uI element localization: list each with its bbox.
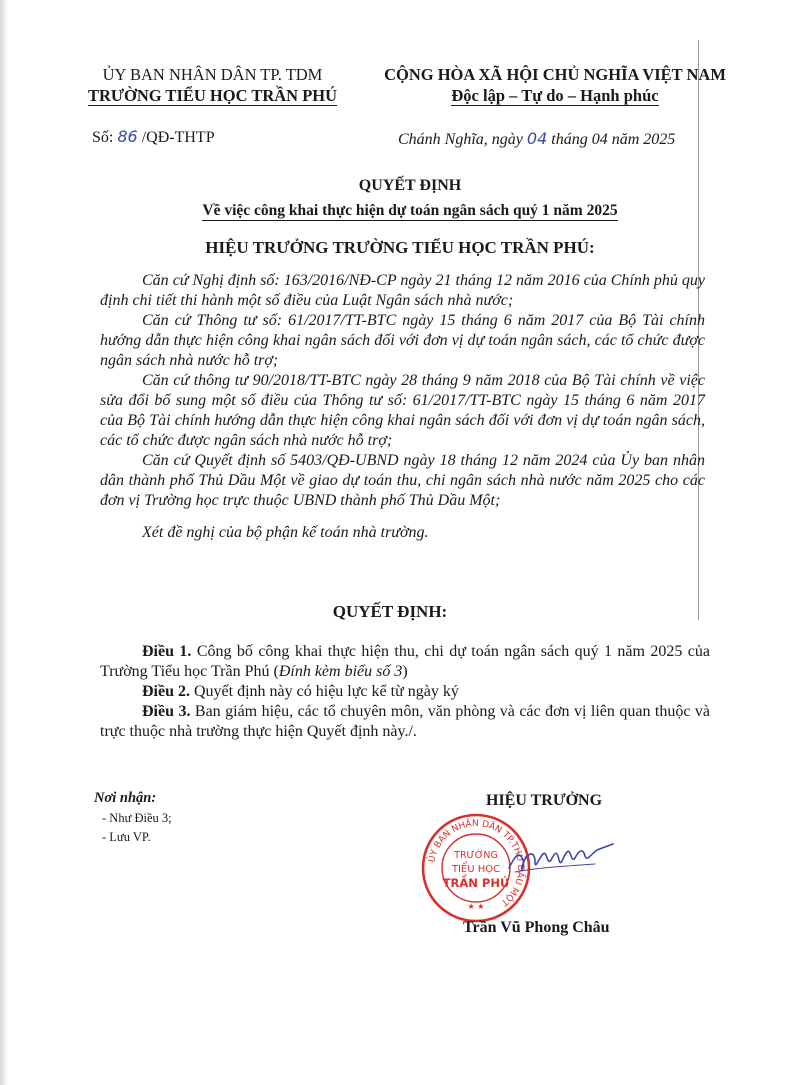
handwritten-signature: [505, 838, 615, 888]
articles: [100, 642, 710, 742]
article-3: [100, 702, 710, 742]
document-title: QUYẾT ĐỊNH: [358, 177, 462, 194]
article-1-tail: ): [402, 663, 408, 680]
date-prefix: Chánh Nghĩa, ngày: [398, 131, 527, 148]
number-prefix: Số:: [92, 129, 118, 146]
recipient-item: - Như Điều 3;: [102, 811, 172, 825]
article-1-attachment: Đính kèm biểu số 3: [278, 663, 403, 680]
signer-name: Trần Vũ Phong Châu: [463, 919, 610, 936]
document-number: [92, 127, 215, 147]
basis-4: Căn cứ Quyết định số 5403/QĐ-UBND ngày 18 tháng 12 năm 2024 của Ủy ban nhân dân thành phố Thủ Dầu Một về giao dự toán thu, chi ngân sách nhà nước năm 2025 cho các đơn vị Trường học trực thuộc UBND thành phố Thủ Dầu Một;: [100, 452, 705, 509]
national-motto: Độc lập – Tự do – Hạnh phúc: [451, 86, 659, 105]
decision-heading: QUYẾT ĐỊNH:: [332, 602, 448, 621]
recipients-title: Nơi nhận:: [94, 790, 157, 806]
basis-2: Căn cứ Thông tư số: 61/2017/TT-BTC ngày 15 tháng 6 năm 2017 của Bộ Tài chính hướng dẫn thực hiện công khai ngân sách đối với đơn vị dự toán ngân sách, các tổ chức được ngân sách nhà nước hỗ trợ;: [100, 312, 705, 369]
signer-title: HIỆU TRƯỞNG: [486, 792, 603, 809]
basis-5: Xét đề nghị của bộ phận kế toán nhà trường.: [142, 524, 429, 541]
handwritten-day: 04: [526, 129, 548, 148]
document-subtitle: [0, 201, 800, 221]
school-name: TRƯỜNG TIỂU HỌC TRẦN PHÚ: [87, 86, 338, 105]
seal-star-icon: ★ ★: [467, 902, 485, 911]
seal-line-1: TRƯỜNG: [454, 850, 498, 861]
seal-ring-text: ỦY BAN NHÂN DÂN TP.THỦ DẦU MỘT: [427, 818, 526, 908]
basis-1: Căn cứ Nghị định số: 163/2016/NĐ-CP ngày 21 tháng 12 năm 2016 của Chính phủ quy định chi tiết thi hành một số điều của Luật Ngân sách nhà nước;: [100, 272, 705, 309]
header-right: [365, 64, 745, 106]
header-left: [70, 64, 355, 106]
article-3-label: Điều 3.: [142, 703, 191, 720]
article-1-label: Điều 1.: [142, 643, 192, 660]
seal-line-2: TIỂU HỌC: [451, 864, 501, 875]
recipient-item: - Lưu VP.: [102, 830, 151, 844]
document-date: [398, 129, 675, 149]
country-name: CỘNG HÒA XÃ HỘI CHỦ NGHĨA VIỆT NAM: [384, 65, 726, 84]
agency-name: ỦY BAN NHÂN DÂN TP. TDM: [102, 65, 323, 84]
seal-line-3: TRẦN PHÚ: [442, 876, 510, 890]
article-2-label: Điều 2.: [142, 683, 190, 700]
article-3-text: Ban giám hiệu, các tổ chuyên môn, văn phòng và các đơn vị liên quan thuộc và trực thuộc nhà trường thực hiện Quyết định này./.: [100, 703, 710, 740]
basis-3: Căn cứ thông tư 90/2018/TT-BTC ngày 28 tháng 9 năm 2018 của Bộ Tài chính về việc sửa đổi bổ sung một số điều của Thông tư số: 61/2017/TT-BTC ngày 15 tháng 6 năm 2017 của Bộ Tài chính hướng dẫn thực hiện công khai ngân sách đối với đơn vị dự toán ngân sách, các tổ chức được ngân sách nhà nước hỗ trợ;: [100, 372, 705, 449]
scan-edge-shadow: [0, 0, 8, 1085]
article-1-text: Công bố công khai thực hiện thu, chi dự toán ngân sách quý 1 năm 2025 của Trường Tiểu học Trần Phú (: [100, 643, 711, 680]
number-suffix: /QĐ-THTP: [137, 129, 215, 146]
article-1: [100, 642, 710, 682]
article-2-text: Quyết định này có hiệu lực kể từ ngày ký: [190, 683, 459, 700]
article-2: [100, 682, 710, 702]
subtitle-text: Về việc công khai thực hiện dự toán ngân sách quý 1 năm 2025: [202, 202, 618, 219]
handwritten-number: 86: [117, 127, 138, 146]
issuing-authority: HIỆU TRƯỞNG TRƯỜNG TIỂU HỌC TRẦN PHÚ:: [205, 238, 595, 257]
date-suffix: tháng 04 năm 2025: [547, 131, 676, 148]
legal-bases: [100, 271, 705, 543]
